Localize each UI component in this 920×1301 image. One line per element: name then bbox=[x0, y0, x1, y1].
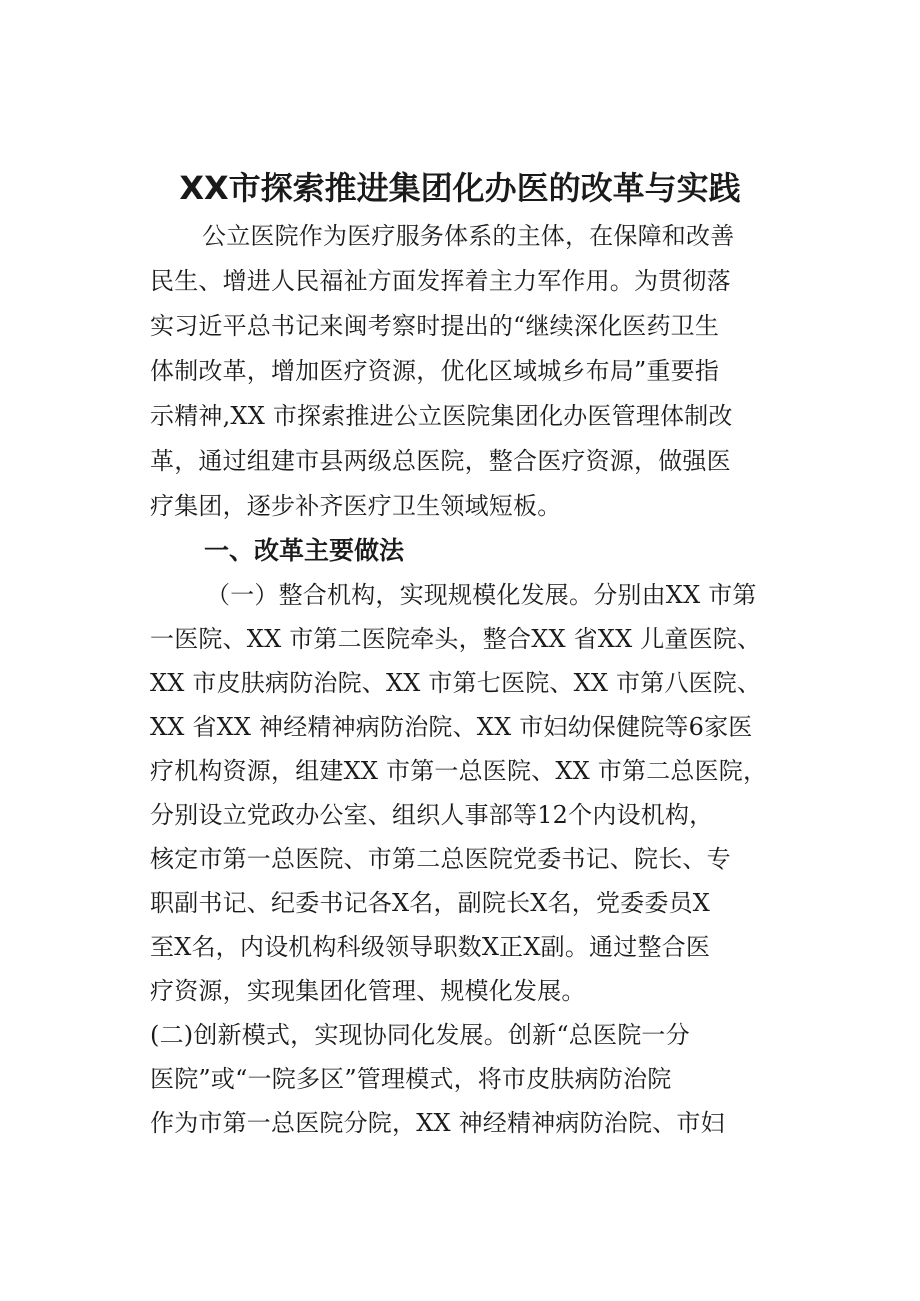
intro-line-7: 疗集团，逐步补齐医疗卫生领域短板。 bbox=[150, 492, 562, 520]
section-heading-1: 一、改革主要做法 bbox=[204, 536, 405, 565]
intro-line-3: 实习近平总书记来闽考察时提出的“继续深化医药卫生 bbox=[150, 312, 720, 340]
intro-line-1: 公立医院作为医疗服务体系的主体，在保障和改善 bbox=[202, 222, 735, 250]
part1-line-3: XX 市皮肤病防治院、XX 市第七医院、XX 市第八医院、 bbox=[150, 669, 762, 697]
document-title: XX市探索推进集团化办医的改革与实践 bbox=[179, 169, 741, 207]
part1-line-7: 核定市第一总医院、市第二总医院党委书记、院长、专 bbox=[150, 845, 731, 873]
part1-line-10: 疗资源，实现集团化管理、规模化发展。 bbox=[150, 977, 586, 1005]
part1-line-8: 职副书记、纪委书记各X名，副院长X名，党委委员X bbox=[150, 889, 711, 917]
part1-line-9: 至X名，内设机构科级领导职数X正X副。通过整合医 bbox=[150, 933, 711, 961]
part1-line-5: 疗机构资源，组建XX 市第一总医院、XX 市第二总医院， bbox=[150, 757, 768, 785]
intro-line-6: 革，通过组建市县两级总医院，整合医疗资源，做强医 bbox=[150, 447, 731, 475]
part1-line-6: 分别设立党政办公室、组织人事部等12个内设机构， bbox=[150, 801, 714, 829]
intro-line-4: 体制改革，增加医疗资源，优化区域城乡布局”重要指 bbox=[150, 357, 720, 385]
part1-line-1: （一）整合机构，实现规模化发展。分别由XX 市第 bbox=[206, 581, 757, 609]
part2-line-2: 医院”或“一院多区”管理模式，将市皮肤病防治院 bbox=[150, 1065, 672, 1093]
part2-line-1: (二)创新模式，实现协同化发展。创新“总医院一分 bbox=[150, 1021, 690, 1049]
part1-line-4: XX 省XX 神经精神病防治院、XX 市妇幼保健院等6家医 bbox=[150, 713, 753, 741]
part1-line-2: 一医院、XX 市第二医院牵头，整合XX 省XX 儿童医院、 bbox=[150, 625, 762, 653]
intro-line-5: 示精神,XX 市探索推进公立医院集团化办医管理体制改 bbox=[150, 402, 733, 430]
intro-line-2: 民生、增进人民福祉方面发挥着主力军作用。为贯彻落 bbox=[150, 267, 731, 295]
part2-line-3: 作为市第一总医院分院，XX 神经精神病防治院、市妇 bbox=[150, 1109, 725, 1137]
